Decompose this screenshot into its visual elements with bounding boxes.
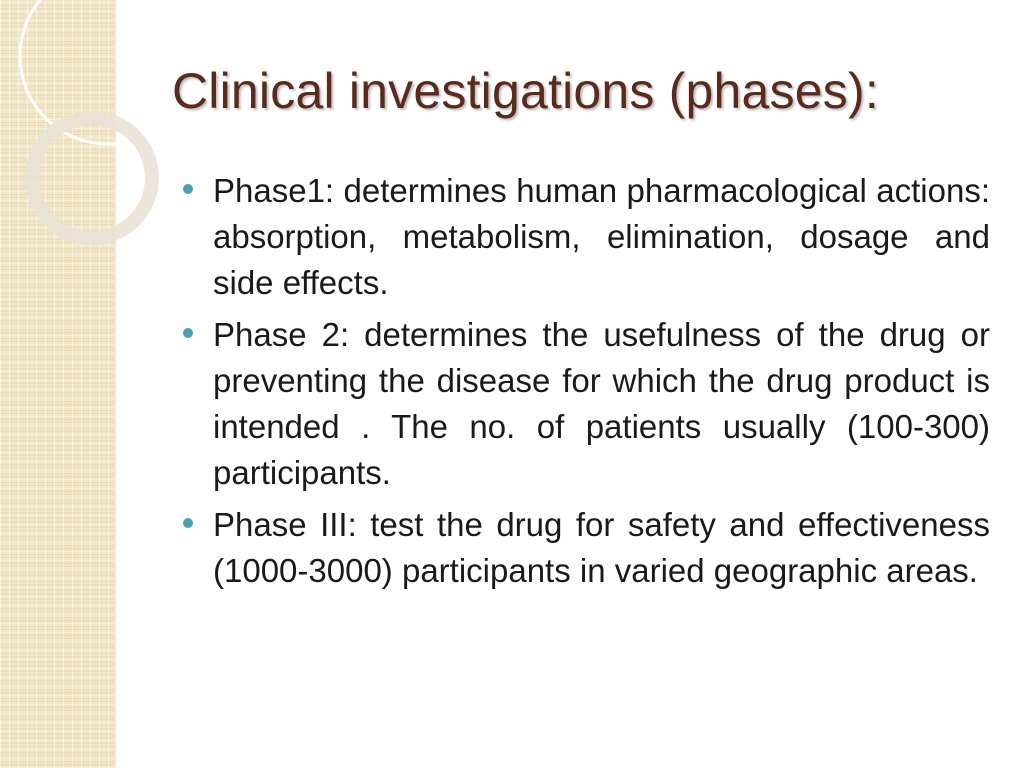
bullet-text: Phase 2: determines the usefulness of the drug or preventing the disease for which the drug product is intended . The no. of patients usually (100-300) participants. [213, 316, 990, 491]
bullet-marker-icon [183, 518, 193, 528]
bullet-text: Phase III: test the drug for safety and effectiveness (1000-3000) participants in varied geographic areas. [213, 506, 990, 589]
decorative-ring-small [32, 118, 152, 238]
slide-title: Clinical investigations (phases): [172, 63, 879, 119]
bullet-list [180, 168, 990, 600]
bullet-text: Phase1: determines human pharmacological actions: absorption, metabolism, elimination, dosage and side effects. [213, 172, 990, 301]
bullet-item [180, 168, 990, 306]
bullet-item [180, 502, 990, 594]
bullet-item [180, 312, 990, 496]
bullet-marker-icon [183, 184, 193, 194]
decorative-rings [0, 0, 200, 260]
bullet-marker-icon [183, 328, 193, 338]
